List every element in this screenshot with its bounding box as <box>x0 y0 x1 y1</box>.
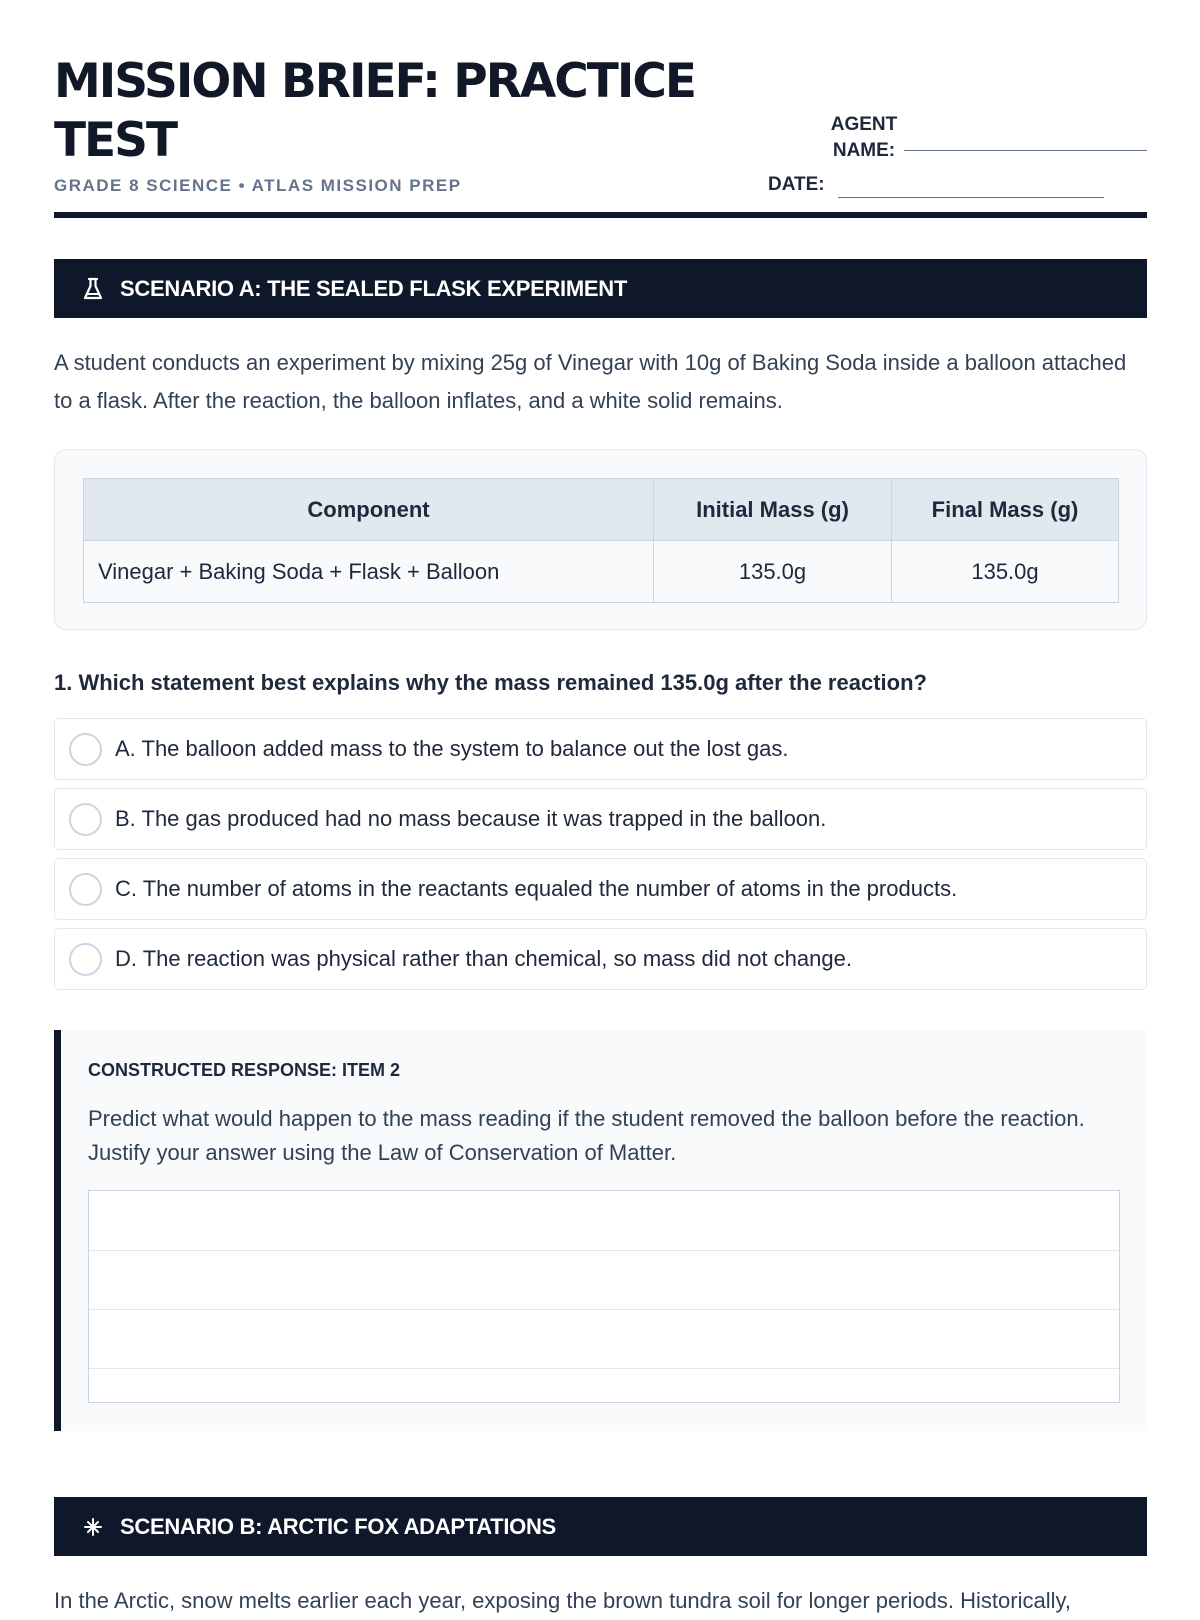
scenario-b-header <box>54 1497 1147 1556</box>
scenario-a-intro: A student conducts an experiment by mixing 25g of Vinegar with 10g of Baking Soda inside a balloon attached to a flask. After the reaction, the balloon inflates, and a white solid remains. <box>54 350 1127 413</box>
answer-option-d[interactable] <box>54 928 1147 990</box>
radio-button[interactable] <box>69 943 102 976</box>
table-cell: 135.0g <box>892 541 1119 603</box>
table-header: Final Mass (g) <box>892 479 1119 541</box>
table-header-row <box>84 479 1119 541</box>
table-cell: Vinegar + Baking Soda + Flask + Balloon <box>84 541 654 603</box>
option-label: A. The balloon added mass to the system to balance out the lost gas. <box>115 736 789 761</box>
writing-line <box>89 1250 1119 1251</box>
header-divider <box>54 212 1147 218</box>
agent-name-label: AGENT NAME: <box>830 114 898 161</box>
constructed-response-prompt: Predict what would happen to the mass reading if the student removed the balloon before the reaction. Justify your answer using the Law of Conservation of Matter. <box>88 1106 1085 1165</box>
writing-line <box>89 1309 1119 1310</box>
option-label: D. The reaction was physical rather than chemical, so mass did not change. <box>115 946 852 971</box>
page-subtitle: GRADE 8 SCIENCE • ATLAS MISSION PREP <box>54 176 462 195</box>
scenario-a-header <box>54 259 1147 318</box>
date-field[interactable] <box>838 197 1104 198</box>
scenario-b-intro: In the Arctic, snow melts earlier each year, exposing the brown tundra soil for longer periods. Historically, <box>54 1588 1071 1613</box>
table-header: Component <box>84 479 654 541</box>
response-writing-area[interactable] <box>88 1190 1120 1403</box>
agent-name-field[interactable] <box>904 150 1147 151</box>
option-label: C. The number of atoms in the reactants equaled the number of atoms in the products. <box>115 876 958 901</box>
flask-icon <box>82 277 104 301</box>
scenario-b-title: SCENARIO B: ARCTIC FOX ADAPTATIONS <box>120 1513 556 1539</box>
mass-table-card <box>54 449 1147 630</box>
answer-option-b[interactable] <box>54 788 1147 850</box>
worksheet-page <box>54 0 1147 1613</box>
question-1-text: 1. Which statement best explains why the mass remained 135.0g after the reaction? <box>54 670 927 695</box>
radio-button[interactable] <box>69 733 102 766</box>
header <box>54 0 1147 219</box>
table-cell: 135.0g <box>654 541 892 603</box>
answer-option-a[interactable] <box>54 718 1147 780</box>
radio-button[interactable] <box>69 803 102 836</box>
writing-line <box>89 1368 1119 1369</box>
option-label: B. The gas produced had no mass because it was trapped in the balloon. <box>115 806 827 831</box>
radio-button[interactable] <box>69 873 102 906</box>
snowflake-icon <box>82 1515 104 1539</box>
table-header: Initial Mass (g) <box>654 479 892 541</box>
scenario-a-title: SCENARIO A: THE SEALED FLASK EXPERIMENT <box>120 275 627 301</box>
page-title: MISSION BRIEF: PRACTICE TEST <box>54 54 695 168</box>
constructed-response-title: CONSTRUCTED RESPONSE: ITEM 2 <box>88 1060 401 1080</box>
date-label: DATE: <box>768 174 825 195</box>
constructed-response-box <box>54 1030 1147 1431</box>
mass-table <box>83 478 1119 603</box>
answer-option-c[interactable] <box>54 858 1147 920</box>
table-row <box>84 541 1119 603</box>
